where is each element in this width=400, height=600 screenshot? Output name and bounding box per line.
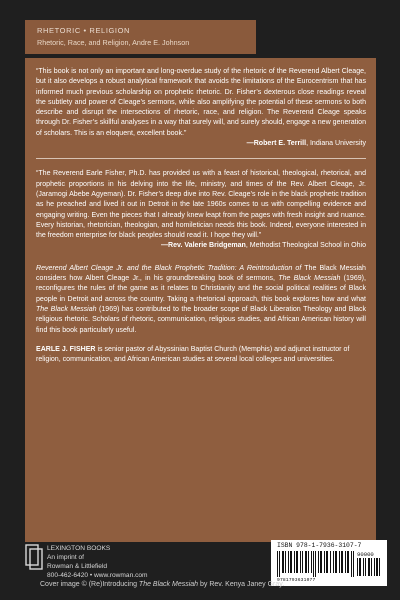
back-cover-panel (25, 58, 376, 542)
blurb-attribution-2 (36, 241, 366, 251)
blurb-quote-1: “This book is not only an important and long-overdue study of the rhetoric of the Reverend Albert Cleage, but it also develops a robust analytical framework that avoids the limitations of the Eurocentrism that has informed much previous scholarship on prophetic rhetoric. Dr. Fisher’s dexterous close readings reveal the subtlety and power of Cleage’s sermons, while also amplifying the potential of these sermons to both describe and disrupt the intersections of rhetoric, race, and religion. The Reverend Cleage speaks through Dr. Fisher’s skillful analyses in a way that surely will, and surely should, engage a new generation of scholars. This is an eloquent, excellent book.” (36, 68, 366, 137)
publisher-parent: Rowman & Littlefield (47, 563, 108, 570)
blurb-author-2: —Rev. Valerie Bridgeman (161, 242, 246, 250)
author-name: EARLE J. FISHER (36, 345, 96, 353)
description-text-3: (1969) has contributed to the broader scope of Black Liberation Theology and Black religious rhetoric. Scholars of rhetoric, communication, religious studies, and African American history will find this book particularly useful. (36, 305, 366, 334)
book-description (36, 264, 366, 336)
series-label: Rhetoric, Race, and Religion, Andre E. Johnson (37, 38, 190, 47)
footer (25, 542, 376, 600)
publisher-info (47, 544, 148, 580)
blurb-author-1: —Robert E. Terrill (246, 140, 307, 148)
ean-digits: 9781793631077 (277, 578, 316, 583)
publisher-imprint-line: An imprint of (47, 554, 85, 561)
publisher-contact: 800-462-6420 • www.rowman.com (47, 572, 148, 579)
blurb-attribution-1 (36, 139, 366, 149)
price-barcode-icon (357, 558, 381, 576)
blurb-affiliation-2: , Methodist Theological School in Ohio (245, 242, 366, 250)
cover-credit (40, 581, 380, 588)
description-title: Reverend Albert Cleage Jr. and the Black Prophetic Tradition: A Reintroduction of (36, 264, 302, 272)
credit-title: The Black Messiah (138, 581, 199, 588)
divider-line (36, 158, 366, 159)
blurb-quote-2: “The Reverend Earle Fisher, Ph.D. has provided us with a feast of historical, theological, rhetorical, and prophetic proportions in his delving into the life, ministry, and times of the Rev. Albert Cleage, Jr. (Jaramogi Abebe Agyeman). Dr. Fisher’s deep dive into Rev. Cleage’s role in the black prophetic tradition as he preached and lived it out in Detroit in the late 1960s comes to us with compelling evidence and engaging writing. Even the pieces that I already knew leapt from the pages with fresh insight and nuance. Every historian, rhetorician, theologian, and homiletician needs this book. Indeed, everyone interested in the freedom enterprise for black peoples should read it. I hope they will.” (36, 170, 366, 240)
category-label: RHETORIC • RELIGION (37, 26, 131, 35)
price-code: 90000 (357, 551, 374, 558)
credit-prefix: Cover image © (Re)Introducing (40, 581, 139, 588)
author-bio-text: is senior pastor of Abyssinian Baptist Church (Memphis) and adjunct instructor of religion, communication, and African American studies at several local colleges and universities. (36, 345, 350, 364)
description-text-2: (1969), reconfigures the rules of the game as it relates to Christianity and the social political realities of Black people in Detroit and across the country. Taking a rhetorical approach, this book explores how and what (36, 275, 366, 303)
description-book-ref-1: The Black Messiah (278, 275, 341, 283)
credit-suffix: by Rev. Kenya Janey Gray. (198, 581, 285, 588)
description-book-ref-2: The Black Messiah (36, 305, 97, 313)
blurb-affiliation-1: , Indiana University (306, 140, 366, 148)
series-header (25, 20, 256, 54)
barcode-bars-icon (277, 551, 355, 577)
back-cover-text (36, 67, 366, 365)
isbn-label: ISBN 978-1-7936-3107-7 (277, 542, 362, 549)
description-text-1: The Black Messiah considers how Albert Cleage Jr., in his groundbreaking book of sermons, (36, 264, 366, 283)
author-bio (36, 345, 366, 366)
publisher-name: LEXINGTON BOOKS (47, 545, 111, 552)
lexington-logo-icon (25, 544, 43, 570)
barcode (271, 540, 387, 586)
